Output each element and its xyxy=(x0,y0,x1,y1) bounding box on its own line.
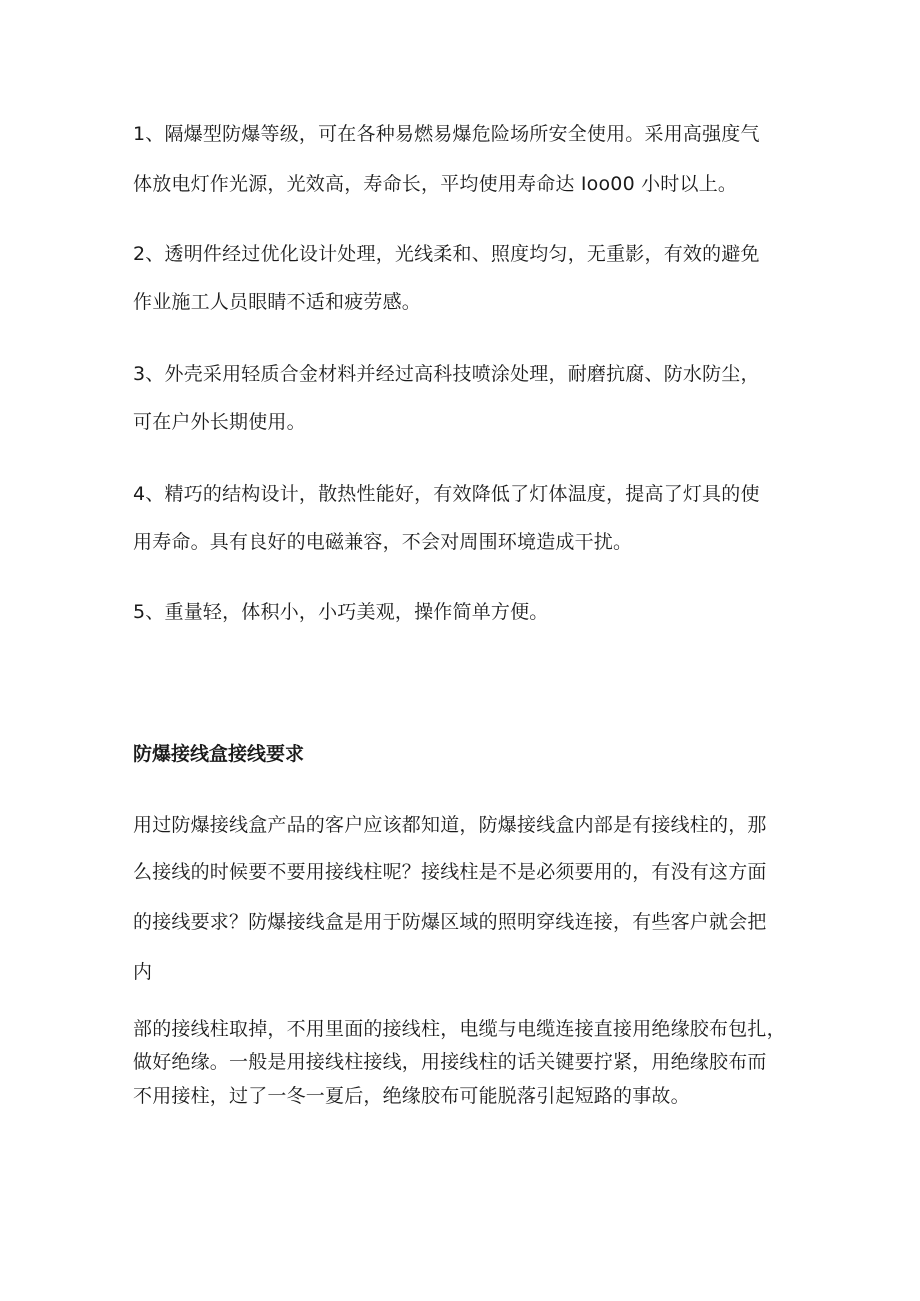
feature-4-line-1: 4、精巧的结构设计，散热性能好，有效降低了灯体温度，提高了灯具的使 xyxy=(133,483,760,505)
feature-2-line-1: 2、透明件经过优化设计处理，光线柔和、照度均匀，无重影，有效的避免 xyxy=(133,243,760,265)
paragraph-1-line-2: 么接线的时候要不要用接线柱呢？接线柱是不是必须要用的，有没有这方面 xyxy=(133,861,767,883)
paragraph-1-line-4: 内 xyxy=(133,961,153,983)
paragraph-1-line-3: 的接线要求？防爆接线盒是用于防爆区域的照明穿线连接，有些客户就会把 xyxy=(133,911,767,933)
paragraph-2-line-3: 不用接柱，过了一冬一夏后，绝缘胶布可能脱落引起短路的事故。 xyxy=(133,1085,690,1107)
section-title: 防爆接线盒接线要求 xyxy=(133,743,305,765)
feature-3-line-1: 3、外壳采用轻质合金材料并经过高科技喷涂处理，耐磨抗腐、防水防尘， xyxy=(133,363,760,385)
paragraph-2-line-1: 部的接线柱取掉，不用里面的接线柱，电缆与电缆连接直接用绝缘胶布包扎， xyxy=(133,1018,786,1040)
feature-1-line-1: 1、隔爆型防爆等级，可在各种易燃易爆危险场所安全使用。采用高强度气 xyxy=(133,123,760,145)
paragraph-2-line-2: 做好绝缘。一般是用接线柱接线，用接线柱的话关键要拧紧，用绝缘胶布而 xyxy=(133,1051,767,1073)
feature-3-line-2: 可在户外长期使用。 xyxy=(133,411,306,433)
feature-4-line-2: 用寿命。具有良好的电磁兼容，不会对周围环境造成干扰。 xyxy=(133,531,633,553)
paragraph-1-line-1: 用过防爆接线盒产品的客户应该都知道，防爆接线盒内部是有接线柱的，那 xyxy=(133,814,767,836)
feature-5-line-1: 5、重量轻，体积小，小巧美观，操作简单方便。 xyxy=(133,601,549,623)
feature-2-line-2: 作业施工人员眼睛不适和疲劳感。 xyxy=(133,291,422,313)
feature-1-line-2: 体放电灯作光源，光效高，寿命长，平均使用寿命达 Ioo00 小时以上。 xyxy=(133,173,738,195)
